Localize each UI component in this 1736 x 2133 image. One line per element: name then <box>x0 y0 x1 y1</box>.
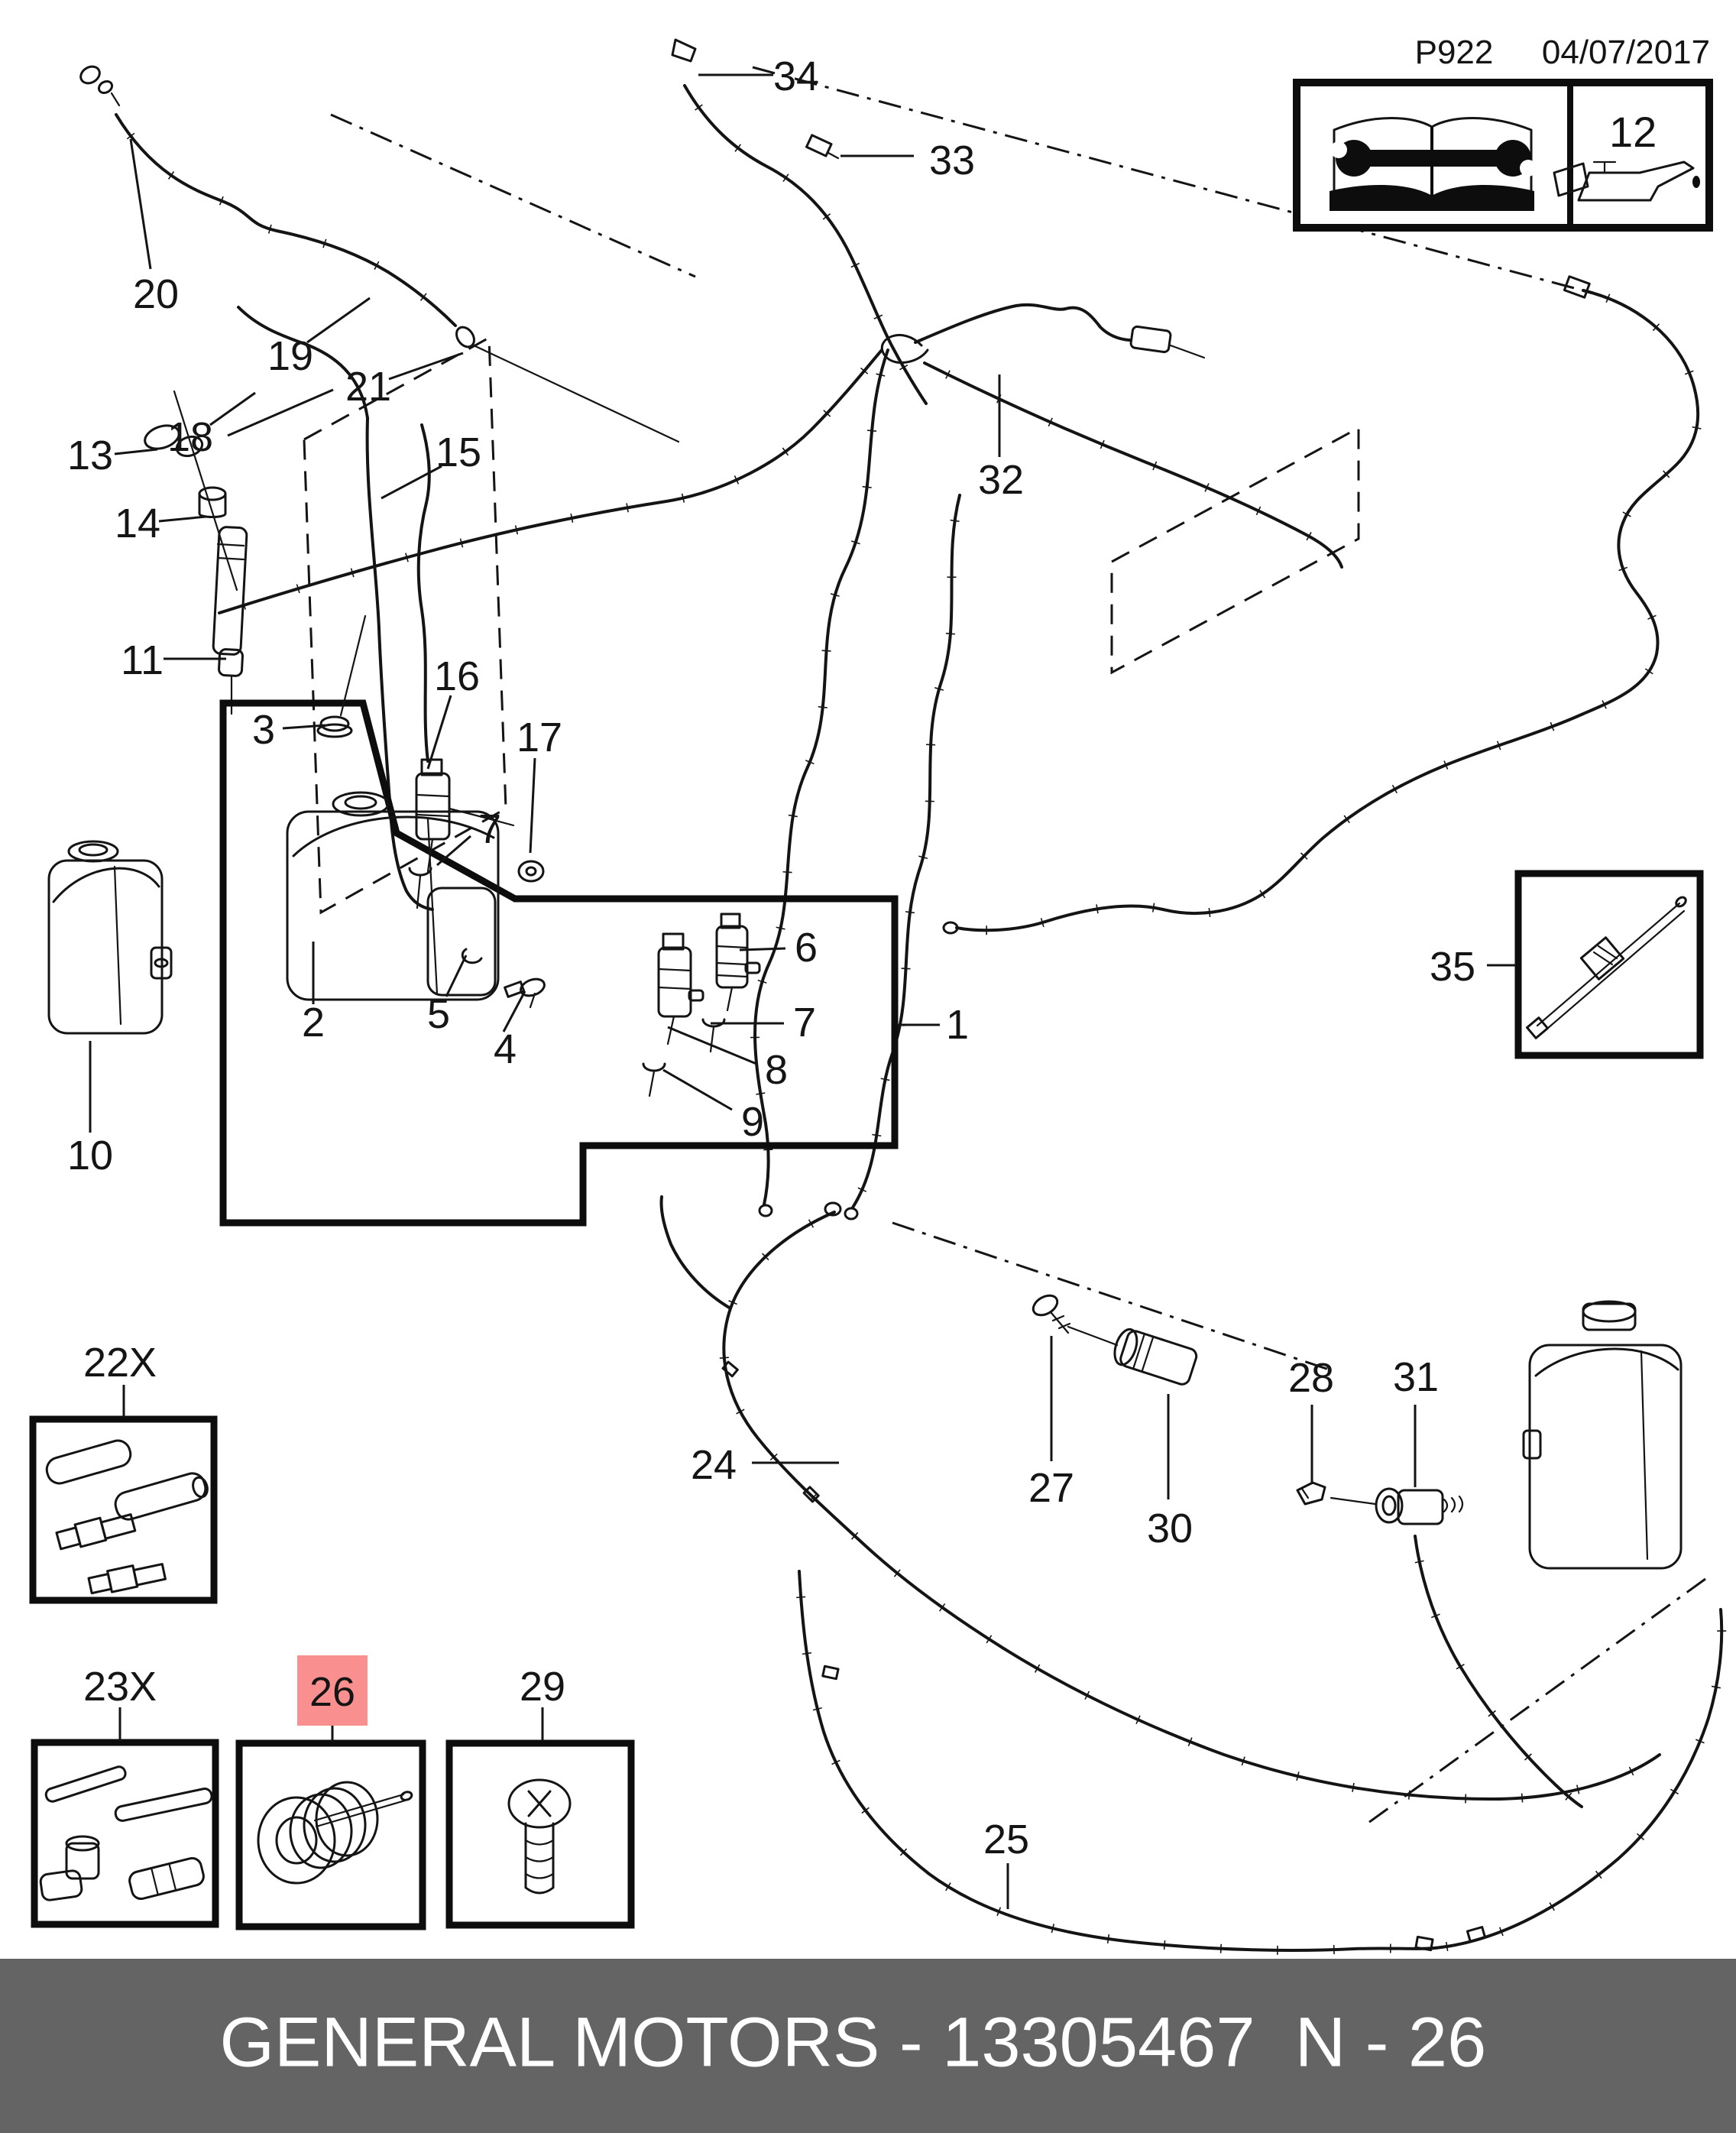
harness-24 <box>662 1197 1660 1803</box>
footer-bar <box>0 1959 1736 2133</box>
callout-label-11: 11 <box>120 637 164 683</box>
hose-end-fitting <box>760 1205 772 1216</box>
callout-leader-6 <box>740 948 785 950</box>
callout-leader-19 <box>307 298 370 342</box>
callout-label-18: 18 <box>167 414 214 460</box>
tube-segment-tick <box>720 1357 729 1358</box>
callout-label-9: 9 <box>740 1099 765 1145</box>
callout-leader-7 <box>437 836 471 865</box>
callout-label-7: 7 <box>792 1000 817 1045</box>
tube-segment-tick <box>1352 1783 1354 1792</box>
footer-page-ref: N - 26 <box>1294 2003 1487 2082</box>
callout-leader-18 <box>228 390 333 436</box>
legend-ref-label: 12 <box>1609 108 1657 156</box>
straight-fitting <box>128 1856 206 1901</box>
callout-label-3: 3 <box>251 707 276 753</box>
center-hose-b <box>853 495 960 1208</box>
tube-segment-tick <box>802 1653 811 1655</box>
callout-label-34: 34 <box>772 53 820 99</box>
hose-34-path <box>685 86 926 404</box>
tube-segment-tick <box>756 1093 765 1094</box>
tube-segment-tick <box>627 503 628 512</box>
callout-label-5: 5 <box>426 991 451 1037</box>
construction-lines <box>301 67 1705 1827</box>
callout-label-1: 1 <box>945 1002 970 1048</box>
callout-label-25: 25 <box>983 1817 1030 1862</box>
callout-leader-13 <box>115 449 157 454</box>
callout-leader-5 <box>446 955 466 997</box>
clip-28 <box>1297 1483 1325 1504</box>
tube-segment-tick <box>951 520 960 522</box>
tube-segment-tick <box>1712 1686 1721 1687</box>
callout-label-4: 4 <box>493 1026 517 1072</box>
callout-label-26: 26 <box>309 1669 356 1715</box>
callout-label-24: 24 <box>690 1442 737 1488</box>
hose-31-run <box>1415 1536 1582 1807</box>
callout-layer <box>67 53 1516 1909</box>
callout-label-15: 15 <box>435 430 482 475</box>
hose-15 <box>238 307 432 909</box>
callout-label-35: 35 <box>1429 944 1476 990</box>
callout-leader-15 <box>381 466 442 498</box>
tube-segment-tick <box>1522 1794 1523 1803</box>
screw-to-connector-line <box>1068 1327 1117 1345</box>
kit-23x <box>34 1742 215 1924</box>
washer-nozzle-20 <box>78 63 119 105</box>
tube-segment-tick <box>783 872 792 873</box>
reservoir-right <box>1524 1302 1681 1568</box>
pump-6 <box>703 914 760 1052</box>
callout-label-8: 8 <box>764 1047 789 1093</box>
callout-label-27: 27 <box>1028 1465 1075 1511</box>
hose-32 <box>882 305 1342 567</box>
filler-tube-11 <box>213 527 248 714</box>
callout-label-16: 16 <box>433 653 481 699</box>
dashed-panel <box>304 338 506 913</box>
tube-segment-tick <box>1409 1791 1410 1800</box>
tube-segment-tick <box>1096 904 1098 913</box>
callout-label-30: 30 <box>1146 1506 1194 1551</box>
tube-segment-tick <box>1164 1940 1165 1950</box>
reservoir-10 <box>49 841 171 1033</box>
hose-19-tail <box>474 345 679 442</box>
callout-leader-16 <box>428 695 451 769</box>
callout-label-29: 29 <box>519 1664 566 1710</box>
callout-label-13: 13 <box>66 433 114 478</box>
tube-segment-tick <box>872 1135 881 1136</box>
tube-segment-tick <box>902 968 911 969</box>
tube-segment-tick <box>1446 1942 1448 1951</box>
washer-nozzle-34 <box>672 40 695 61</box>
callout-label-2: 2 <box>301 1000 326 1045</box>
hose-cross-run <box>219 350 882 613</box>
callout-label-14: 14 <box>114 501 161 546</box>
dashdot-line <box>1363 1579 1705 1827</box>
grommet-9 <box>643 1064 665 1071</box>
callout-label-31: 31 <box>1392 1354 1440 1400</box>
callout-label-20: 20 <box>132 271 180 317</box>
callout-label-22X: 22X <box>83 1340 157 1386</box>
callout-label-10: 10 <box>66 1133 114 1178</box>
tube-segment-tick <box>926 744 935 745</box>
hose-32-long-run <box>944 277 1701 935</box>
tube-segment-tick <box>863 487 872 488</box>
tube-segment-tick <box>1209 908 1210 917</box>
callout-leader-21 <box>389 353 463 379</box>
callout-label-17: 17 <box>516 715 563 760</box>
callout-leader-18 <box>210 393 255 425</box>
dashdot-line <box>331 115 695 277</box>
tube-segment-tick <box>818 707 828 708</box>
connector-31 <box>1331 1489 1462 1524</box>
tube-segment-tick <box>905 912 915 913</box>
pump-8 <box>643 934 703 1096</box>
connector-30 <box>1111 1327 1199 1386</box>
tube-segment-tick <box>1108 1934 1109 1943</box>
clip-33-tail <box>828 153 838 158</box>
callout-leader-14 <box>159 517 206 521</box>
dashdot-line <box>892 1223 1333 1371</box>
tie-strap-35 <box>1518 874 1700 1055</box>
callout-label-28: 28 <box>1287 1355 1335 1401</box>
callout-label-32: 32 <box>977 457 1025 503</box>
hose-end-fitting <box>845 1208 857 1219</box>
callout-label-21: 21 <box>345 364 392 410</box>
callout-label-23X: 23X <box>83 1664 157 1710</box>
kit-26 <box>239 1743 423 1927</box>
kit-29 <box>449 1743 631 1925</box>
screw-27 <box>1030 1292 1070 1333</box>
callout-leader-9 <box>663 1070 732 1110</box>
callout-label-6: 6 <box>794 925 818 971</box>
footer-part-number: GENERAL MOTORS - 13305467 <box>219 2003 1255 2082</box>
callout-label-19: 19 <box>267 333 314 379</box>
elbow-fitting <box>40 1836 99 1901</box>
tube-segment-tick <box>822 650 831 651</box>
callout-leader-20 <box>131 139 151 269</box>
tube-segment-tick <box>1221 1944 1222 1953</box>
harness-25 <box>796 1571 1726 1955</box>
tube-segment-tick <box>789 815 798 817</box>
grommet-17 <box>519 861 543 881</box>
tube-segment-tick <box>867 430 876 431</box>
tube-segment-tick <box>1153 903 1155 913</box>
sheet-date: 04/07/2017 <box>1541 34 1711 71</box>
callout-label-33: 33 <box>928 138 976 183</box>
callout-leader-17 <box>530 758 535 853</box>
callout-label-7: 7 <box>478 806 502 852</box>
kit-22x <box>33 1419 214 1600</box>
sheet-code: P922 <box>1414 34 1494 71</box>
